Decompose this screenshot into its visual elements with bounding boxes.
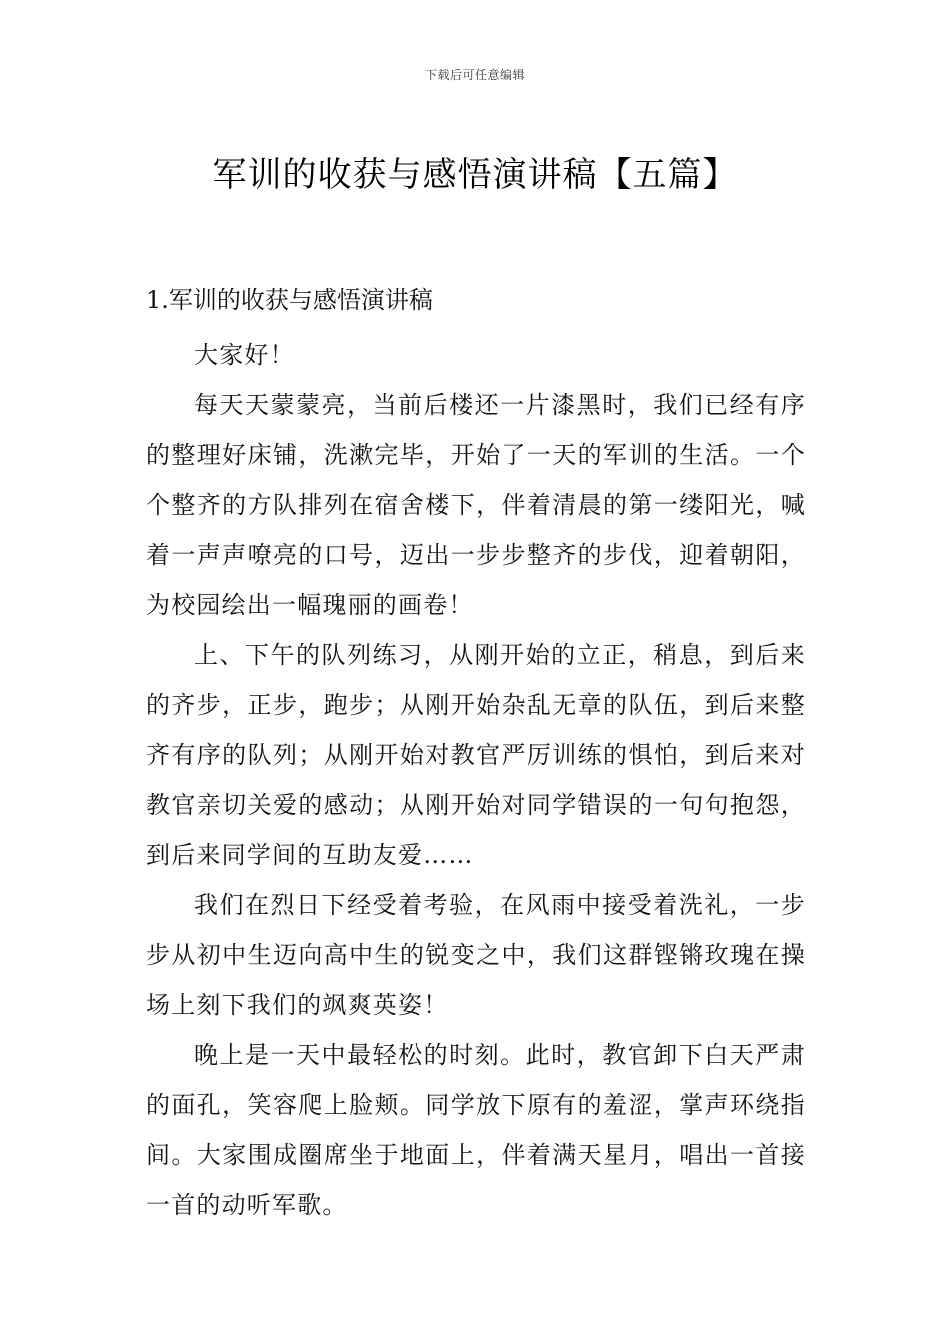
paragraph-drills: 上、下午的队列练习，从刚开始的立正，稍息，到后来的齐步，正步，跑步；从刚开始杂乱无章的队伍，到后来整齐有序的队列；从刚开始对教官严厉训练的惧怕，到后来对教官亲切关爱的感动；从刚开始对同学错误的一句句抱怨，到后来同学间的互助友爱…… (146, 641, 806, 869)
document-body (146, 280, 806, 1230)
document-title: 军训的收获与感悟演讲稿【五篇】 (212, 154, 738, 195)
paragraph-evening: 晚上是一天中最轻松的时刻。此时，教官卸下白天严肃的面孔，笑容爬上脸颊。同学放下原有的羞涩，掌声环绕指间。大家围成圈席坐于地面上，伴着满天星月，唱出一首接一首的动听军歌。 (146, 1041, 806, 1219)
header-note: 下载后可任意编辑 (424, 68, 525, 82)
paragraph-morning: 每天天蒙蒙亮，当前后楼还一片漆黑时，我们已经有序的整理好床铺，洗漱完毕，开始了一天的军训的生活。一个个整齐的方队排列在宿舍楼下，伴着清晨的第一缕阳光，喊着一声声嘹亮的口号，迈出一步步整齐的步伐，迎着朝阳，为校园绘出一幅瑰丽的画卷！ (146, 391, 806, 619)
paragraph-trials: 我们在烈日下经受着考验，在风雨中接受着洗礼，一步步从初中生迈向高中生的锐变之中，我们这群铿锵玫瑰在操场上刻下我们的飒爽英姿！ (146, 891, 806, 1019)
paragraph-greeting: 大家好！ (194, 341, 295, 369)
section-heading: 1.军训的收获与感悟演讲稿 (146, 286, 433, 314)
